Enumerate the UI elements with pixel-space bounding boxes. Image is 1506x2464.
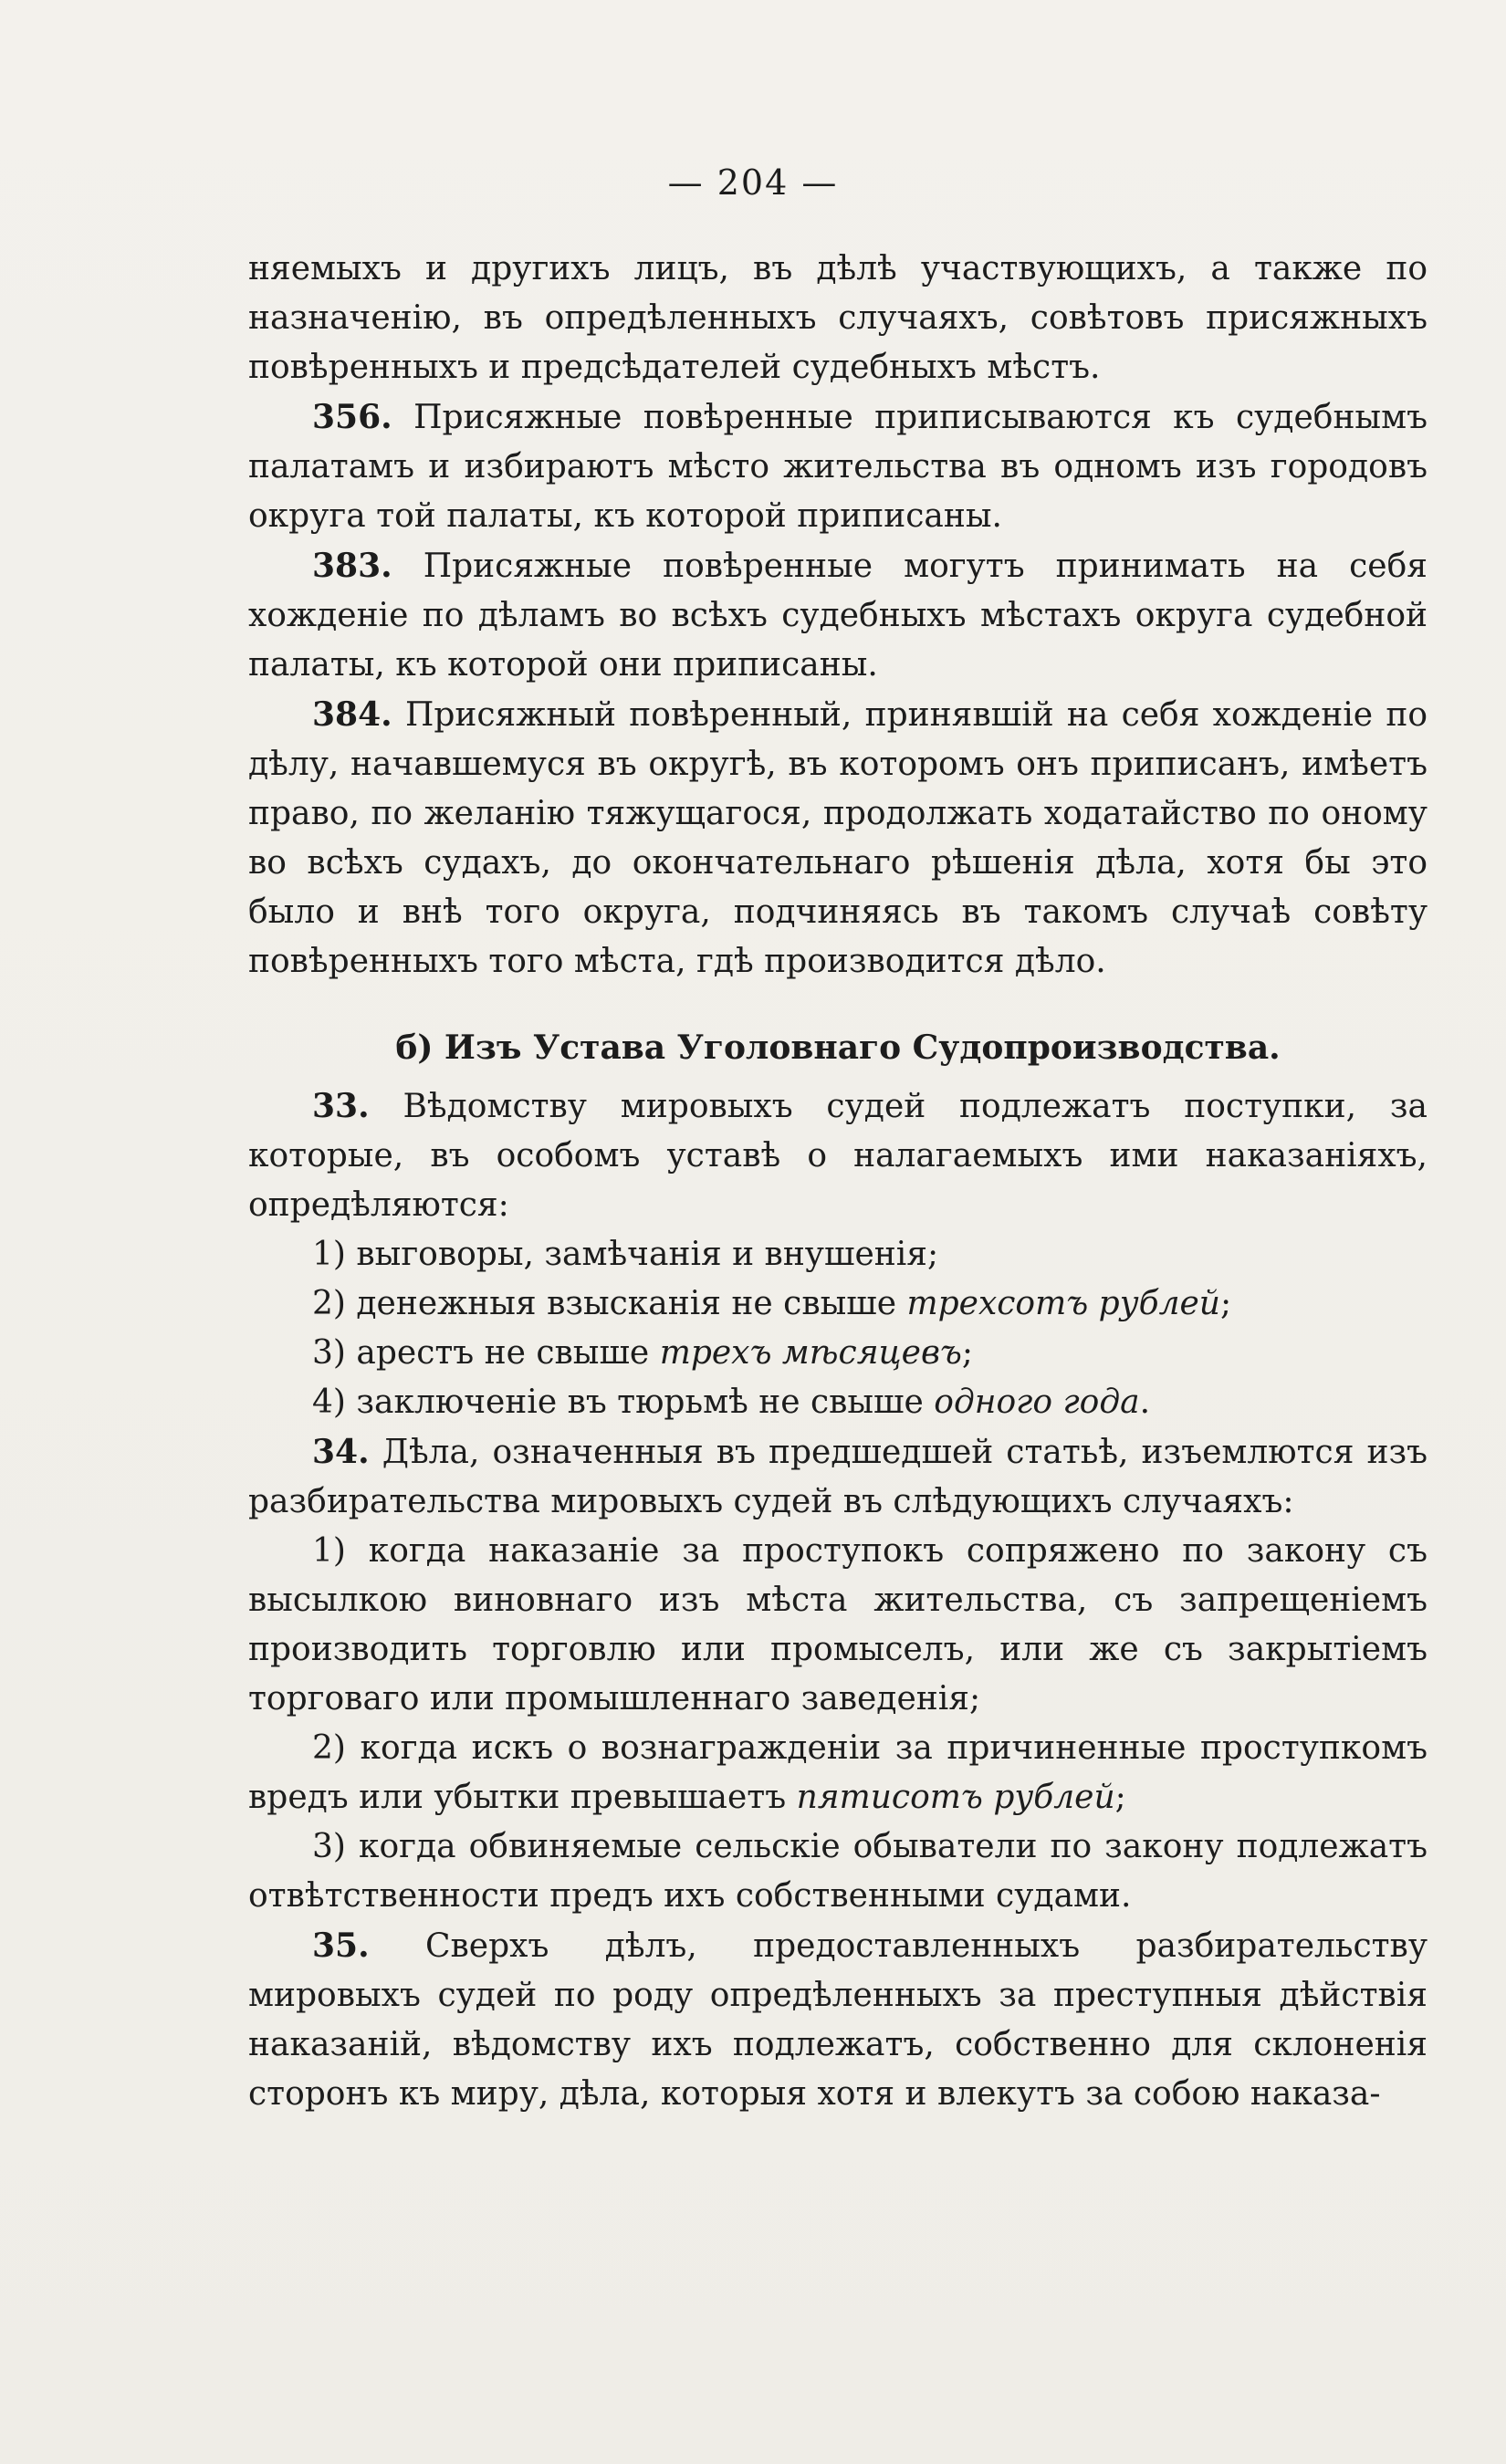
list-item-text: 2) денежныя взысканія не свыше [312, 1285, 897, 1322]
article-text: Присяжные повѣренные приписываются къ судебнымъ палатамъ и избираютъ мѣсто жительства въ одномъ изъ городовъ округа той палаты, къ которой приписаны. [248, 399, 1428, 535]
article-text: Присяжные повѣренные могутъ принимать на себя хожденіе по дѣламъ во всѣхъ судебныхъ мѣстахъ округа судебной палаты, къ которой они приписаны. [248, 548, 1428, 684]
article-text: Сверхъ дѣлъ, предоставленныхъ разбирательству мировыхъ судей по роду опредѣленныхъ за преступныя дѣйствія наказаній, вѣдомству ихъ подлежатъ, собственно для склоненія сторонъ къ миру, дѣла, которыя хотя и влекутъ за собою наказа- [248, 1927, 1428, 2113]
article-number: 35. [312, 1926, 370, 1965]
list-item [248, 1724, 1428, 1822]
page-body [248, 245, 1428, 2119]
italic-amount: трехъ мѣсяцевъ [659, 1334, 962, 1372]
list-item-text: 3) арестъ не свыше [312, 1334, 650, 1372]
italic-amount: пятисотъ рублей [796, 1779, 1115, 1816]
paragraph-continued: няемыхъ и другихъ лицъ, въ дѣлѣ участвующихъ, а также по назначенію, въ опредѣленныхъ случаяхъ, совѣтовъ присяжныхъ повѣренныхъ и предсѣдателей судебныхъ мѣстъ. [248, 250, 1428, 386]
italic-amount: одного года [934, 1383, 1140, 1421]
article-number: 34. [312, 1433, 370, 1471]
list-item-punct: ; [1220, 1285, 1232, 1322]
list-item-text: 4) заключеніе въ тюрьмѣ не свыше [312, 1383, 924, 1421]
list-item: 1) когда наказаніе за проступокъ сопряжено по закону съ высылкою виновнаго изъ мѣста жительства, съ запрещеніемъ производить торговлю или промыселъ, или же съ закрытіемъ торговаго или промышленнаго заведенія; [248, 1532, 1428, 1717]
list-item: 3) когда обвиняемые сельскіе обыватели по закону подлежатъ отвѣтственности предъ ихъ собственными судами. [248, 1828, 1428, 1915]
article-384 [248, 690, 1428, 987]
article-383 [248, 541, 1428, 690]
list-item [248, 1329, 1428, 1378]
list-item-punct: ; [961, 1334, 974, 1372]
article-number: 356. [312, 398, 392, 436]
list-item-text: 2) когда искъ о вознагражденіи за причиненные проступкомъ вредъ или убытки превышаетъ [248, 1729, 1428, 1816]
section-heading: б) Изъ Устава Уголовнаго Судопроизводства. [395, 1028, 1281, 1067]
article-number: 383. [312, 547, 392, 585]
article-33 [248, 1081, 1428, 1230]
list-item: 1) выговоры, замѣчанія и внушенія; [312, 1236, 939, 1273]
page-number: — 204 — [667, 162, 839, 203]
list-item [248, 1279, 1428, 1329]
article-356 [248, 392, 1428, 541]
article-text: Присяжный повѣренный, принявшій на себя хожденіе по дѣлу, начавшемуся въ округѣ, въ которомъ онъ приписанъ, имѣетъ право, по желанію тяжущагося, продолжать ходатайство по оному во всѣхъ судахъ, до окончательнаго рѣшенія дѣла, хотя бы это было и внѣ того округа, подчиняясь въ такомъ случаѣ совѣту повѣренныхъ того мѣста, гдѣ производится дѣло. [248, 696, 1428, 980]
italic-amount: трехсотъ рублей [906, 1285, 1220, 1322]
article-text: Вѣдомству мировыхъ судей подлежатъ поступки, за которые, въ особомъ уставѣ о налагаемыхъ ими наказаніяхъ, опредѣляются: [248, 1088, 1428, 1224]
list-item-punct: . [1139, 1383, 1151, 1421]
article-number: 33. [312, 1087, 370, 1125]
article-34 [248, 1427, 1428, 1527]
article-number: 384. [312, 695, 392, 734]
article-text: Дѣла, означенныя въ предшедшей статьѣ, изъемлются изъ разбирательства мировыхъ судей въ слѣдующихъ случаяхъ: [248, 1434, 1428, 1520]
list-item-punct: ; [1114, 1779, 1126, 1816]
list-item [248, 1378, 1428, 1427]
article-35 [248, 1921, 1428, 2119]
